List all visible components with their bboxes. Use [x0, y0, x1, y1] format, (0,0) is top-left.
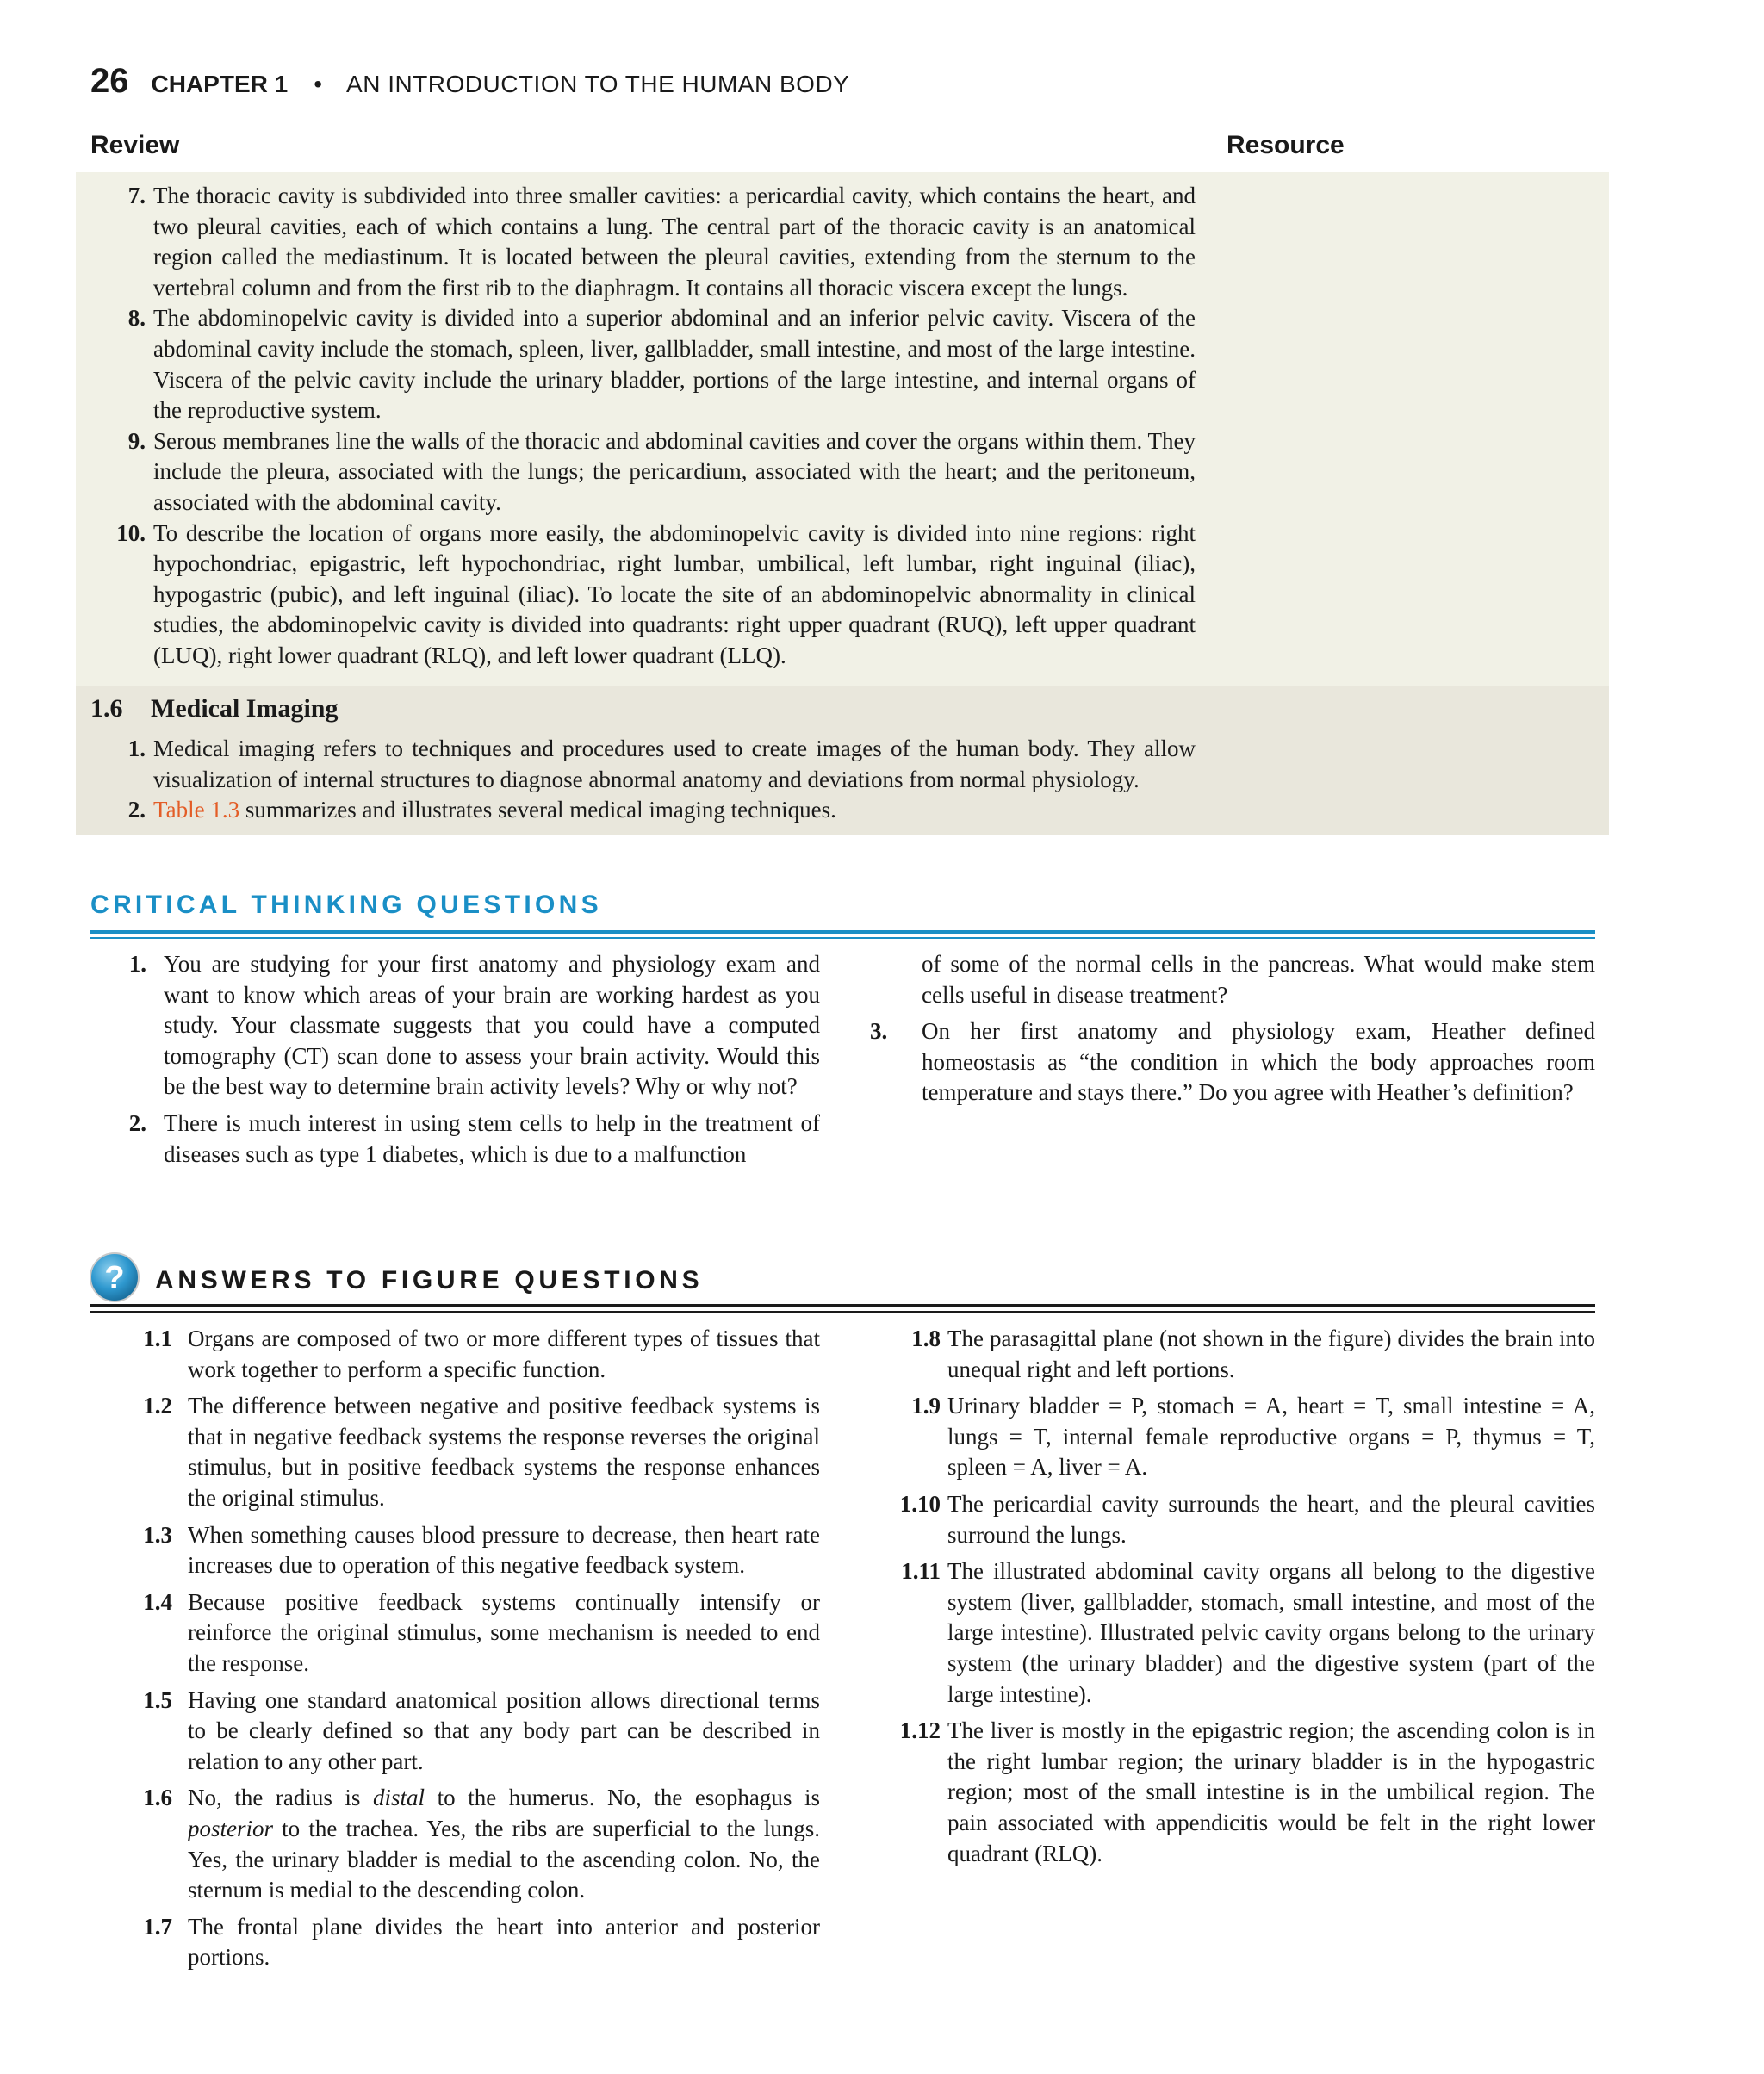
answer-item: 1.4 Because positive feedback systems continually intensify or reinforce the original stimulus, some mechanism is needed to end the response.	[143, 1588, 820, 1676]
question-item: 1. You are studying for your first anatomy and physiology exam and want to know which areas of your brain are working hardest as you study. Your classmate suggests that you could have a computed tomography (CT) scan done to assess your brain activity. Would this be the best way to determine brain activity levels? Why or why not?	[128, 951, 820, 1100]
question-item: 3. On her first anatomy and physiology exam, Heather defined homeostasis as “the condition in which the body approaches room temperature and stays there.” Do you agree with Heather’s definition?	[870, 1018, 1595, 1106]
answer-item: 1.9 Urinary bladder = P, stomach = A, heart = T, small intestine = A, lungs = T, internal female reproductive organs = P, thymus = T, spleen = A, liver = A.	[911, 1393, 1595, 1481]
section-item: 2. Table 1.3 summarizes and illustrates several medical imaging techniques.	[127, 797, 836, 823]
answers-right-column	[887, 1324, 1595, 1875]
review-column-heading: Review	[90, 131, 180, 159]
answer-item: 1.5 Having one standard anatomical position allows directional terms to be clearly defined so that any body part can be described in relation to any other part.	[143, 1686, 820, 1774]
review-item: 9. Serous membranes line the walls of the thoracic and abdominal cavities and cover the organs within them. They include the pleura, associated with the lungs; the pericardium, associated with the heart; and the peritoneum, associated with the abdominal cavity.	[127, 427, 1196, 515]
review-list	[96, 181, 1196, 672]
question-item: 2. There is much interest in using stem cells to help in the treatment of diseases such as type 1 diabetes, which is due to a malfunction	[128, 1109, 820, 1167]
section-heading	[90, 694, 339, 723]
answer-item: 1.6 No, the radius is distal to the humerus. No, the esophagus is posterior to the trachea. Yes, the ribs are superficial to the lungs. Yes, the urinary bladder is medial to the ascending colon. No, the sternum is medial to the descending colon.	[143, 1785, 820, 1903]
question-continuation: of some of the normal cells in the pancreas. What would make stem cells useful in disease treatment?	[922, 951, 1595, 1008]
review-item: 10. To describe the location of organs more easily, the abdominopelvic cavity is divided into nine regions: right hypochondriac, epigastric, left hypochondriac, right lumbar, umbilical, left lumbar, right inguinal (iliac), hypogastric (pubic), and left inguinal (iliac). To locate the site of an abdominopelvic abnormality in clinical studies, the abdominopelvic cavity is divided into quadrants: right upper quadrant (RUQ), left upper quadrant (LUQ), right lower quadrant (RLQ), and left lower quadrant (LLQ).	[116, 519, 1196, 668]
answer-item: 1.3 When something causes blood pressure to decrease, then heart rate increases due to operation of this negative feedback system.	[143, 1521, 820, 1579]
critical-thinking-heading: CRITICAL THINKING QUESTIONS	[90, 891, 602, 919]
answers-left-column	[107, 1324, 820, 1979]
section-item: 1. Medical imaging refers to techniques and procedures used to create images of the human body. They allow visualization of internal structures to diagnose abnormal anatomy and deviations from normal physiology.	[127, 736, 1196, 792]
heading-rule	[90, 937, 1595, 939]
answer-item: 1.1 Organs are composed of two or more different types of tissues that work together to perform a specific function.	[143, 1326, 820, 1382]
heading-rule	[90, 930, 1595, 934]
review-item: 8. The abdominopelvic cavity is divided into a superior abdominal and an inferior pelvic cavity. Viscera of the abdominal cavity include the stomach, spleen, liver, gallbladder, small intestine, and most of the large intestine. Viscera of the pelvic cavity include the urinary bladder, portions of the large intestine, and internal organs of the reproductive system.	[127, 305, 1196, 424]
chapter-title: AN INTRODUCTION TO THE HUMAN BODY	[346, 71, 850, 97]
heading-rule	[90, 1311, 1595, 1313]
running-head	[90, 62, 849, 114]
chapter-label: CHAPTER 1	[151, 71, 289, 97]
section-list	[96, 734, 1196, 826]
answer-item: 1.11 The illustrated abdominal cavity organs all belong to the digestive system (liver, gallbladder, stomach, small intestine, and most of the large intestine). Illustrated pelvic cavity organs belong to the urinary system (the urinary bladder) and the digestive system (part of the large intestine).	[901, 1558, 1595, 1707]
critical-thinking-left-column	[107, 949, 820, 1176]
section-number: 1.6	[90, 694, 123, 723]
heading-rule	[90, 1304, 1595, 1307]
resource-column-heading: Resource	[1227, 131, 1345, 159]
question-mark-icon	[89, 1251, 140, 1303]
answer-item: 1.10 The pericardial cavity surrounds the heart, and the pleural cavities surround the lungs.	[899, 1490, 1595, 1548]
answer-item: 1.7 The frontal plane divides the heart into anterior and posterior portions.	[143, 1913, 820, 1971]
critical-thinking-right-column	[870, 949, 1595, 1115]
section-title: Medical Imaging	[151, 694, 339, 723]
svg-text:?: ?	[104, 1260, 125, 1296]
table-reference-link[interactable]: Table 1.3	[153, 797, 240, 823]
header-separator: •	[314, 71, 323, 97]
answer-item: 1.12 The liver is mostly in the epigastric region; the ascending colon is in the right lumbar region; the urinary bladder is in the hypogastric region; most of the small intestine is in the umbilical region. The pain associated with appendicitis would be felt in the right lower quadrant (RLQ).	[899, 1717, 1595, 1866]
page-number: 26	[90, 62, 129, 100]
answer-item: 1.8 The parasagittal plane (not shown in the figure) divides the brain into unequal right and left portions.	[911, 1326, 1595, 1382]
review-item: 7. The thoracic cavity is subdivided into three smaller cavities: a pericardial cavity, which contains the heart, and two pleural cavities, each of which contains a lung. The central part of the thoracic cavity is an anatomical region called the mediastinum. It is located between the pleural cavities, extending from the sternum to the vertebral column and from the first rib to the diaphragm. It contains all thoracic viscera except the lungs.	[127, 183, 1196, 301]
answers-heading: ANSWERS TO FIGURE QUESTIONS	[155, 1266, 704, 1295]
answer-item: 1.2 The difference between negative and positive feedback systems is that in negative feedback systems the response reverses the original stimulus, but in positive feedback systems the response enhances the original stimulus.	[143, 1393, 820, 1511]
